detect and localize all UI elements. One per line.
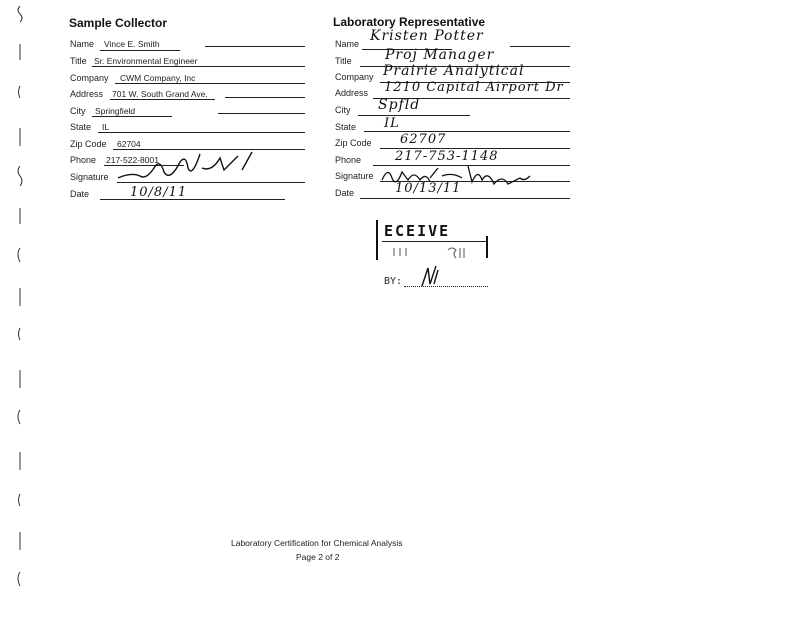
lr-company-value: Prairie Analytical [383, 63, 525, 79]
lr-zip-value: 62707 [400, 132, 447, 147]
sc-state-line [98, 132, 305, 133]
stamp-rule [382, 241, 486, 242]
sc-title-line [92, 66, 305, 67]
lr-city-value: Spfld [378, 97, 421, 113]
stamp-date-marks [390, 244, 474, 260]
stamp-initials [418, 264, 442, 288]
sc-phone-value: 217-522-8001 [106, 155, 159, 165]
sc-signature-scrawl [110, 150, 270, 188]
binder-marks [0, 0, 40, 618]
footer-title: Laboratory Certification for Chemical Analysis [231, 538, 403, 548]
stamp-text: ECEIVE [384, 222, 451, 240]
lr-city-label: City [335, 105, 351, 115]
sc-company-value: CWM Company, Inc [120, 73, 196, 83]
lr-date-value: 10/13/11 [395, 181, 462, 196]
sc-city-label: City [70, 106, 86, 116]
stamp-bracket-left [376, 220, 381, 260]
sc-title-value: Sr. Environmental Engineer [94, 56, 198, 66]
lr-name-line-2 [510, 46, 570, 47]
sc-zip-label: Zip Code [70, 139, 107, 149]
stamp-bracket-right [486, 236, 490, 258]
received-stamp [376, 220, 492, 268]
lr-signature-label: Signature [335, 171, 374, 181]
sample-collector-heading: Sample Collector [69, 16, 168, 30]
lr-title-label: Title [335, 56, 352, 66]
sc-state-value: IL [102, 122, 110, 132]
lr-address-value: 1210 Capital Airport Dr [384, 80, 564, 95]
lab-rep-heading: Laboratory Representative [333, 15, 486, 29]
lr-phone-label: Phone [335, 155, 362, 165]
lr-state-line [364, 131, 570, 132]
lr-phone-value: 217-753-1148 [395, 149, 499, 164]
sc-company-line [115, 83, 305, 84]
lr-state-value: IL [384, 116, 400, 131]
sc-date-line [100, 199, 285, 200]
sc-zip-value: 62704 [117, 139, 141, 149]
sc-city-line [92, 116, 172, 117]
lr-address-label: Address [335, 88, 369, 98]
sc-date-value: 10/8/11 [130, 185, 188, 200]
footer-page: Page 2 of 2 [296, 552, 340, 562]
lr-date-line [360, 198, 570, 199]
sc-state-label: State [70, 122, 92, 132]
sc-signature-label: Signature [70, 172, 109, 182]
sc-city-value: Springfield [95, 106, 136, 116]
sc-name-line [100, 50, 180, 51]
sc-title-label: Title [70, 56, 87, 66]
sc-date-label: Date [70, 189, 90, 199]
sc-phone-label: Phone [70, 155, 97, 165]
sc-address-value: 701 W. South Grand Ave. [112, 89, 208, 99]
sc-name-label: Name [70, 39, 95, 49]
stamp-by-line [404, 286, 488, 287]
stamp-by-label: BY: [384, 276, 403, 287]
lr-city-line [358, 115, 470, 116]
lr-title-value: Proj Manager [385, 47, 495, 63]
sc-address-line [110, 99, 215, 100]
sc-address-line-2 [225, 97, 305, 98]
lr-company-label: Company [335, 72, 374, 82]
lr-date-label: Date [335, 188, 355, 198]
lr-state-label: State [335, 122, 357, 132]
lr-name-label: Name [335, 39, 360, 49]
lr-name-value: Kristen Potter [370, 28, 484, 44]
sc-name-value: Vince E. Smith [104, 39, 160, 49]
lr-zip-label: Zip Code [335, 138, 372, 148]
sc-company-label: Company [70, 73, 109, 83]
sc-address-label: Address [70, 89, 104, 99]
sc-name-line-2 [205, 46, 305, 47]
sc-city-line-2 [218, 113, 305, 114]
